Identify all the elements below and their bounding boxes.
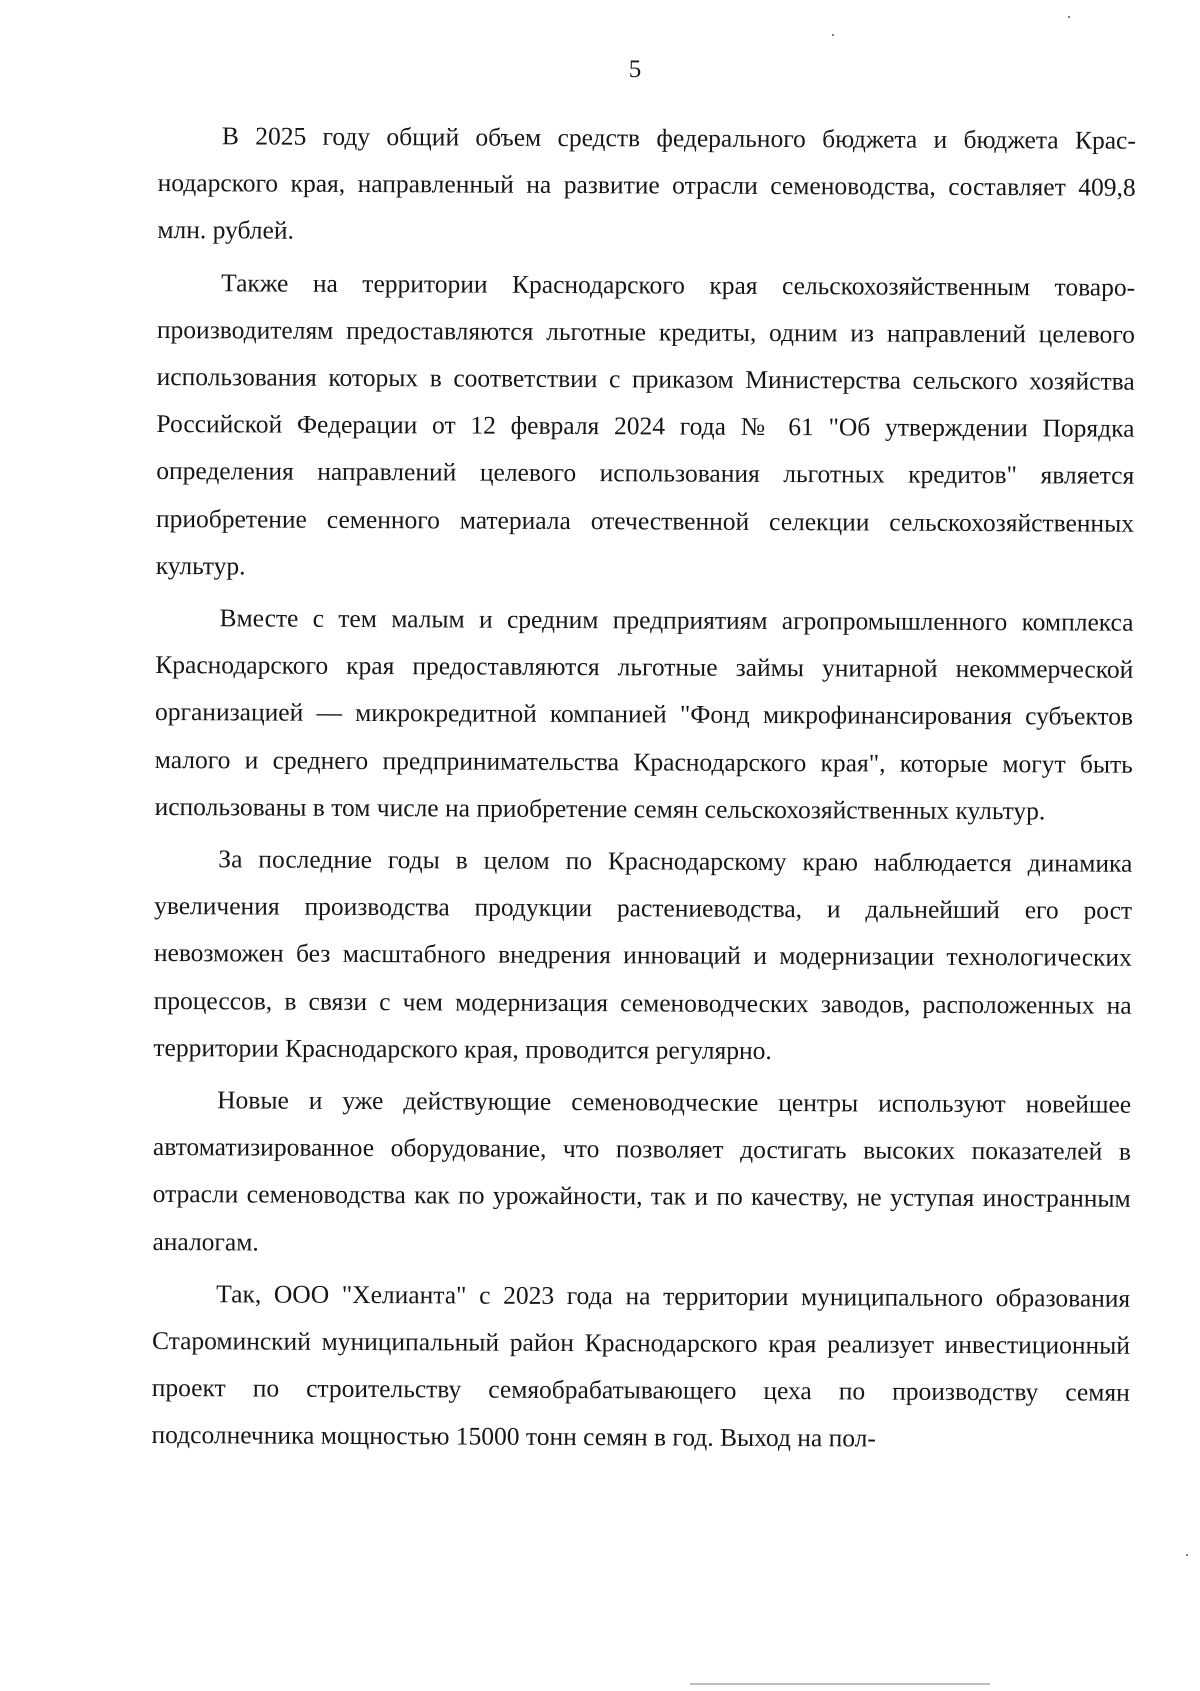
paragraph: Новые и уже действующие семеноводческие центры используют новейшее автоматизированное оборудование, что позволяет достигать высоких показателей в отрасли семеноводства как по урожайности, так и по качеству, не уступая иностранным аналогам. bbox=[152, 1085, 1132, 1257]
document-body bbox=[151, 112, 1136, 1468]
paragraph: Так, ООО "Хелианта" с 2023 года на территории муниципального образования Староминский муниципальный район Краснодарского края реализует инвестиционный проект по строительству семяобрабатывающего цеха по производству семян подсолнечника мощностью 15000 тонн семян в год. Выход на пол- bbox=[151, 1279, 1131, 1454]
page-number: 5 bbox=[628, 56, 642, 83]
scan-speck bbox=[1186, 1554, 1188, 1556]
paragraph: Вместе с тем малым и средним предприятиям агропромышленного комплекса Краснодарского края предоставляются льготные займы унитарной некоммерческой организацией — микрокредитной компанией "Фонд микрофинансирования субъектов малого и среднего предпринимательства Краснодарского края", которые могут быть использованы в том числе на приобретение семян сельскохозяйственных культур. bbox=[154, 603, 1134, 826]
paragraph: Также на территории Краснодарского края сельскохозяйственным товаропроизводителям предоставляются льготные кредиты, одним из направлений целевого использования которых в соответствии с приказом Министерства сельского хозяйства Российской Федерации от 12 февраля 2024 года № 61 "Об утверждении Порядка определения направлений целевого использования льготных кредитов" является приобретение семенного материала отечественной селекции сельскохозяйственных культур. bbox=[155, 267, 1136, 581]
scan-speck bbox=[1068, 16, 1070, 18]
paragraph: За последние годы в целом по Краснодарскому краю наблюдается динамика увеличения производства продукции растениеводства, и дальнейший его рост невозможен без масштабного внедрения инноваций и модернизации технологических процессов, в связи с чем модернизация семеноводческих заводов, расположенных на территории Краснодарского края, проводится регулярно. bbox=[153, 844, 1133, 1065]
scan-edge-line bbox=[690, 1683, 990, 1685]
scan-speck bbox=[832, 34, 834, 36]
paragraph: В 2025 году общий объем средств федерального бюджета и бюджета Краснодарского края, направленный на развитие отрасли семеноводства, составляет 409,8 млн. рублей. bbox=[157, 121, 1136, 246]
